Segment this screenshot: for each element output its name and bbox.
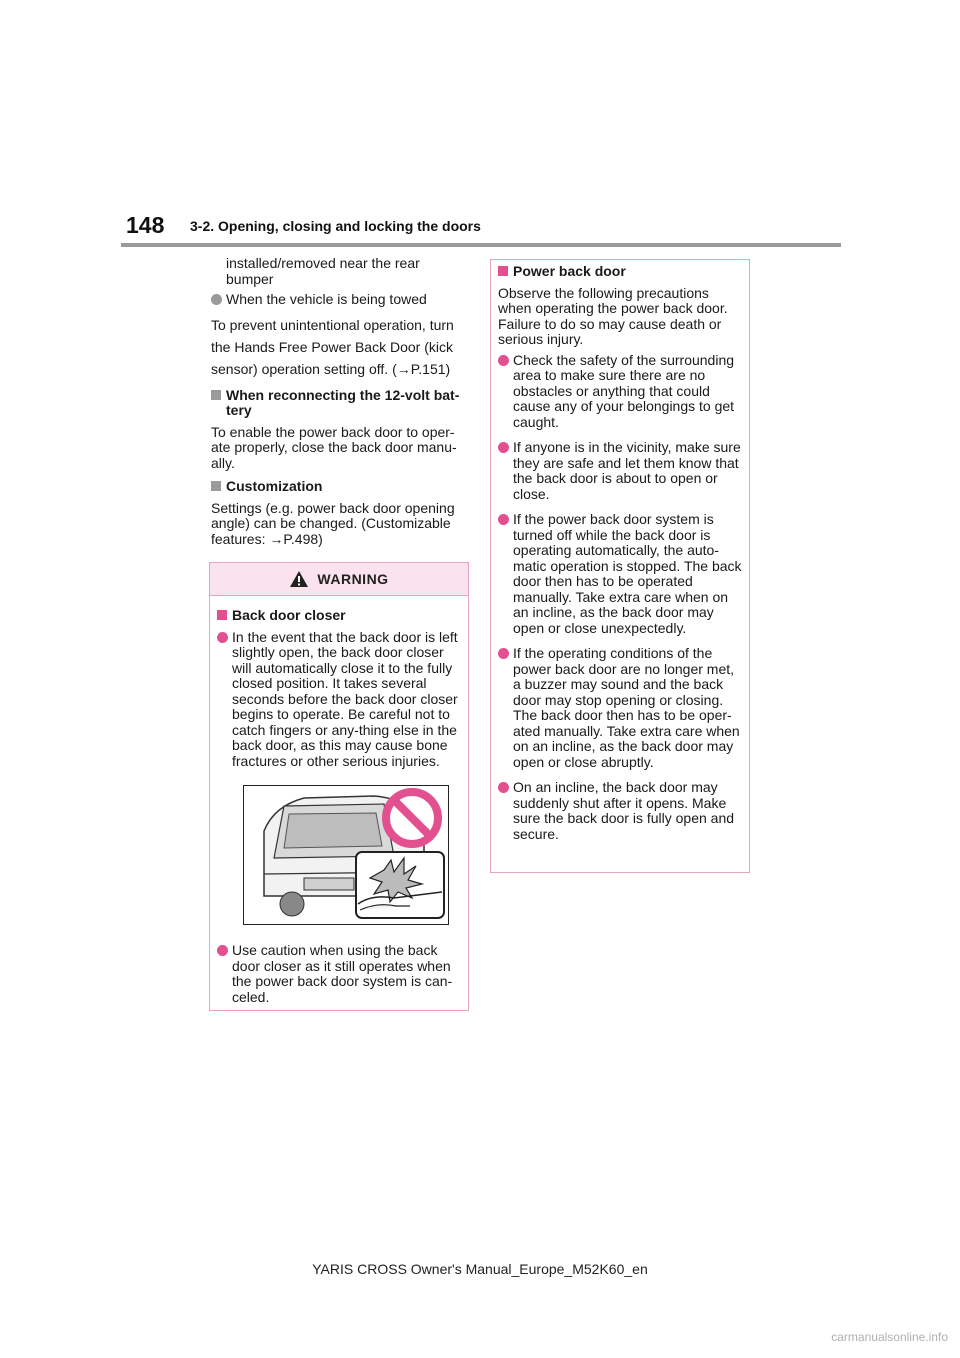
precaution-text: Check the safety of the surrounding area to make sure there are no obstacles or anything that could cause any of your belongings to get caught. [513,351,735,430]
watermark: carmanualsonline.info [831,1330,948,1344]
precaution-bullet [498,353,743,431]
warning-header [210,563,468,596]
warning-bullet [217,630,462,770]
header-rule [121,243,841,247]
precaution-text: If the operating conditions of the power back door are no longer met, a buzzer may sound and the back door may stop opening or closing. The back door then has to be oper-ated manually. Take extra care when on an incline, as the back door may open or close abruptly. [513,645,740,770]
warning-bullet-text: Use caution when using the back door closer as it still operates when the power back door system is can-celed. [232,942,453,1005]
closer-heading [217,608,462,624]
power-back-door-intro: Observe the following precautions when operating the power back door. Failure to do so may cause death or serious injury. [498,284,728,347]
closer-heading-text: Back door closer [232,607,346,623]
warning-title: WARNING [317,571,389,587]
heading-square-icon [211,481,221,491]
custom-heading [211,479,469,495]
bullet-dot-icon [498,782,509,793]
bullet-towed-text: When the vehicle is being towed [226,291,427,307]
precaution-bullet [498,440,743,502]
heading-square-icon [498,266,508,276]
precaution-bullet [498,780,743,842]
precaution-bullet [498,512,743,636]
section-title: 3-2. Opening, closing and locking the doors [190,218,481,234]
power-back-door-heading [498,264,743,280]
heading-square-icon [217,610,227,620]
bullet-dot-icon [498,648,509,659]
bullet-dot-icon [217,945,228,956]
reconnect-heading-text: When reconnecting the 12-volt bat-tery [226,386,460,418]
back-door-illustration [243,785,449,925]
bullet-towed [211,292,469,308]
warning-triangle-icon [289,570,309,588]
precaution-text: On an incline, the back door may suddenly shut after it opens. Make sure the back door is fully open and secure. [513,779,735,842]
warning-body [210,596,468,1005]
bullet-dot-icon [498,442,509,453]
back-door-closer-illustration [244,786,448,924]
warning-bullet-text: In the event that the back door is left slightly open, the back door closer will automatically close it to the fully closed position. It takes several seconds before the back door closer begins to operate. Be careful not to catch fingers or any-thing else in the back door, as this may cause bone fractures or other serious injuries. [232,628,458,769]
bullet-dot-icon [498,355,509,366]
warning-box [209,562,469,1011]
power-back-door-heading-text: Power back door [513,263,626,279]
precaution-text: If the power back door system is turned off while the back door is operating automatically, the auto-matic operation is stopped. The back door then has to be operated manually. Take extra care when on an incline, as the back door may open or close unexpectedly. [513,511,742,636]
warning-bullet [217,943,462,1005]
prevent-text: To prevent unintentional operation, turn the Hands Free Power Back Door (kick sensor) operation setting off. (→P.151) [211,316,454,377]
bullet-dot-icon [211,294,222,305]
bullet-dot-icon [498,514,509,525]
left-column [211,256,469,553]
footer-manual-id: YARIS CROSS Owner's Manual_Europe_M52K60_en [312,1261,648,1277]
custom-heading-text: Customization [226,478,323,494]
precaution-bullet [498,646,743,770]
reconnect-text: To enable the power back door to oper-ate properly, close the back door manu-ally. [211,423,457,471]
power-back-door-box [490,259,750,873]
reconnect-heading [211,388,469,419]
bullet-dot-icon [217,632,228,643]
page-number: 148 [126,212,165,238]
heading-square-icon [211,390,221,400]
custom-text: Settings (e.g. power back door opening angle) can be changed. (Customizable features: →P.498) [211,499,455,547]
continued-text: installed/removed near the rear bumper [226,255,420,287]
precaution-text: If anyone is in the vicinity, make sure they are safe and let them know that the back door is about to open or close. [513,439,741,502]
